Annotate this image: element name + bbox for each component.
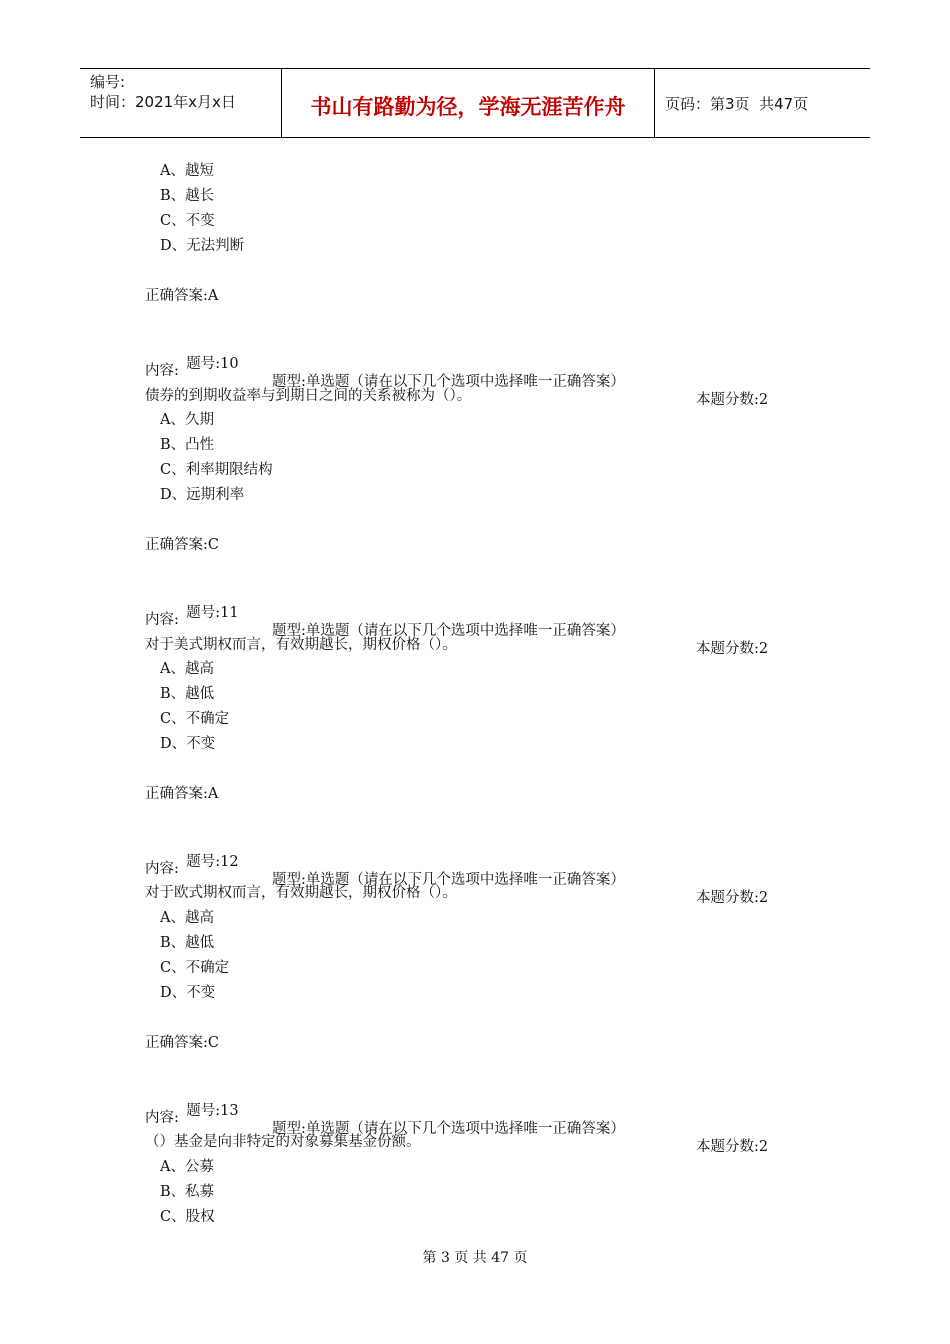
page-footer: 第 3 页 共 47 页 (422, 1250, 528, 1266)
option-c: C、不确定 (160, 711, 230, 727)
option-d: D、不变 (160, 985, 216, 1001)
option-a: A、越高 (160, 910, 214, 926)
header-page-cell (655, 69, 870, 137)
option-a: A、越短 (160, 163, 214, 179)
number-label: 编号: (90, 73, 126, 91)
option-b: B、越低 (160, 935, 215, 951)
option-d: D、无法判断 (160, 238, 245, 254)
motto: 书山有路勤为径，学海无涯苦作舟 (310, 95, 626, 119)
page-header (80, 68, 870, 138)
answer: 正确答案:A (145, 288, 219, 304)
question-score: 本题分数:2 (696, 641, 769, 657)
question-score: 本题分数:2 (696, 1139, 769, 1155)
content-label: 内容: (145, 1110, 179, 1126)
option-b: B、凸性 (160, 437, 215, 453)
option-c: C、不确定 (160, 960, 230, 976)
header-meta-cell (80, 69, 282, 137)
question-type: 题型:单选题（请在以下几个选项中选择唯一正确答案） (272, 374, 625, 390)
question-type: 题型:单选题（请在以下几个选项中选择唯一正确答案） (272, 872, 625, 888)
option-c: C、股权 (160, 1209, 215, 1225)
option-a: A、公募 (160, 1159, 214, 1175)
question-score: 本题分数:2 (696, 392, 769, 408)
option-a: A、久期 (160, 412, 214, 428)
content-label: 内容: (145, 363, 179, 379)
question-number: 题号:13 (186, 1103, 239, 1119)
option-c: C、利率期限结构 (160, 462, 273, 478)
option-d: D、不变 (160, 736, 216, 752)
question-type: 题型:单选题（请在以下几个选项中选择唯一正确答案） (272, 623, 625, 639)
question-content: 债券的到期收益率与到期日之间的关系被称为（）。 (145, 388, 472, 404)
option-b: B、越低 (160, 686, 215, 702)
time-label: 时间：2021年x月x日 (90, 93, 236, 111)
question-number: 题号:11 (186, 605, 239, 621)
question-content: 对于美式期权而言，有效期越长，期权价格（）。 (145, 637, 457, 653)
option-d: D、远期利率 (160, 487, 245, 503)
question-content: 对于欧式期权而言，有效期越长，期权价格（）。 (145, 885, 457, 901)
option-c: C、不变 (160, 213, 215, 229)
question-content: （）基金是向非特定的对象募集基金份额。 (145, 1134, 421, 1150)
question-number: 题号:12 (186, 854, 239, 870)
page-label: 页码：第3页 共47页 (665, 95, 809, 113)
question-type: 题型:单选题（请在以下几个选项中选择唯一正确答案） (272, 1121, 625, 1137)
content-label: 内容: (145, 612, 179, 628)
answer: 正确答案:C (145, 1035, 219, 1051)
option-b: B、越长 (160, 188, 215, 204)
option-b: B、私募 (160, 1184, 215, 1200)
option-a: A、越高 (160, 661, 214, 677)
question-number: 题号:10 (186, 356, 239, 372)
content-label: 内容: (145, 861, 179, 877)
question-score: 本题分数:2 (696, 890, 769, 906)
answer: 正确答案:A (145, 786, 219, 802)
header-motto-cell (282, 69, 655, 137)
answer: 正确答案:C (145, 537, 219, 553)
